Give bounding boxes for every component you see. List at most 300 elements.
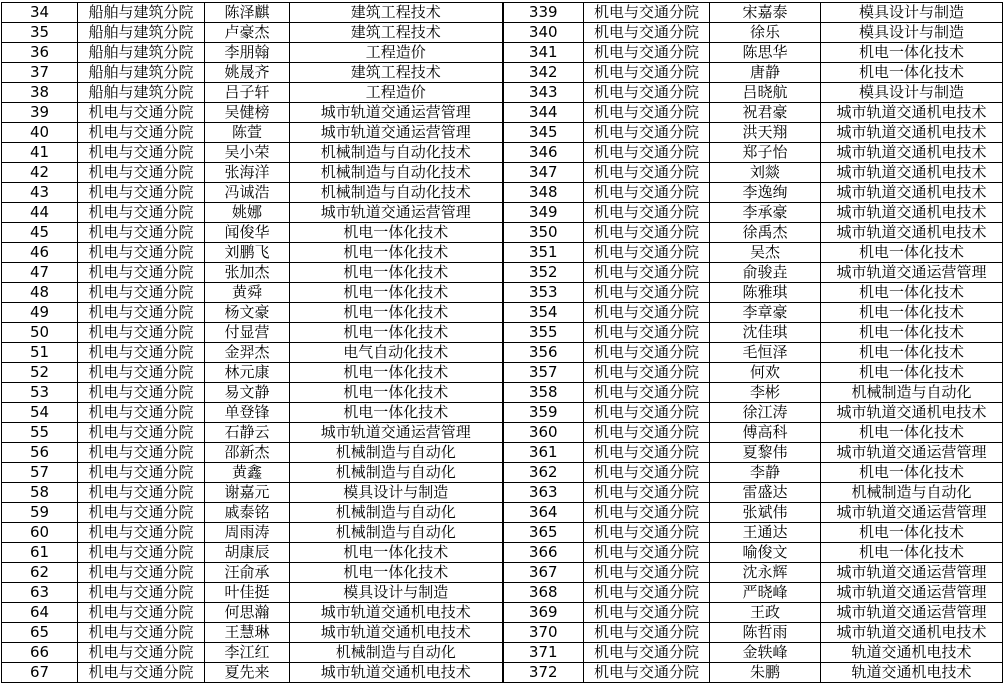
right-student-name-cell: 吕晓航 bbox=[710, 83, 821, 103]
right-major-cell: 机械制造与自动化 bbox=[821, 383, 1003, 403]
right-department-cell: 机电与交通分院 bbox=[584, 523, 710, 543]
left-index-cell: 38 bbox=[2, 83, 78, 103]
left-index-cell: 52 bbox=[2, 363, 78, 383]
right-department-cell: 机电与交通分院 bbox=[584, 423, 710, 443]
left-student-name-cell: 黄鑫 bbox=[205, 463, 290, 483]
left-major-cell: 机械制造与自动化 bbox=[290, 643, 503, 663]
right-index-cell: 364 bbox=[503, 503, 584, 523]
left-index-cell: 36 bbox=[2, 43, 78, 63]
left-major-cell: 城市轨道交通运营管理 bbox=[290, 123, 503, 143]
right-index-cell: 348 bbox=[503, 183, 584, 203]
left-index-cell: 54 bbox=[2, 403, 78, 423]
right-index-cell: 362 bbox=[503, 463, 584, 483]
left-department-cell: 机电与交通分院 bbox=[78, 103, 205, 123]
left-student-name-cell: 姚娜 bbox=[205, 203, 290, 223]
right-department-cell: 机电与交通分院 bbox=[584, 483, 710, 503]
table-row bbox=[2, 503, 1003, 523]
left-index-cell: 56 bbox=[2, 443, 78, 463]
right-index-cell: 351 bbox=[503, 243, 584, 263]
right-index-cell: 370 bbox=[503, 623, 584, 643]
right-department-cell: 机电与交通分院 bbox=[584, 83, 710, 103]
right-student-name-cell: 李逸绚 bbox=[710, 183, 821, 203]
left-major-cell: 城市轨道交通运营管理 bbox=[290, 203, 503, 223]
right-index-cell: 346 bbox=[503, 143, 584, 163]
right-student-name-cell: 何欢 bbox=[710, 363, 821, 383]
table-row bbox=[2, 663, 1003, 683]
left-major-cell: 机电一体化技术 bbox=[290, 283, 503, 303]
table-row bbox=[2, 203, 1003, 223]
right-index-cell: 368 bbox=[503, 583, 584, 603]
left-student-name-cell: 吴健榜 bbox=[205, 103, 290, 123]
right-index-cell: 355 bbox=[503, 323, 584, 343]
left-department-cell: 机电与交通分院 bbox=[78, 303, 205, 323]
table-row bbox=[2, 403, 1003, 423]
right-index-cell: 367 bbox=[503, 563, 584, 583]
left-student-name-cell: 林元康 bbox=[205, 363, 290, 383]
right-student-name-cell: 宋嘉泰 bbox=[710, 3, 821, 23]
right-major-cell: 城市轨道交通机电技术 bbox=[821, 143, 1003, 163]
right-student-name-cell: 祝君豪 bbox=[710, 103, 821, 123]
right-student-name-cell: 沈佳琪 bbox=[710, 323, 821, 343]
left-major-cell: 电气自动化技术 bbox=[290, 343, 503, 363]
right-department-cell: 机电与交通分院 bbox=[584, 103, 710, 123]
right-major-cell: 城市轨道交通机电技术 bbox=[821, 183, 1003, 203]
left-department-cell: 机电与交通分院 bbox=[78, 463, 205, 483]
right-student-name-cell: 傅高科 bbox=[710, 423, 821, 443]
table-row bbox=[2, 463, 1003, 483]
right-department-cell: 机电与交通分院 bbox=[584, 563, 710, 583]
right-student-name-cell: 金轶峰 bbox=[710, 643, 821, 663]
table-row bbox=[2, 363, 1003, 383]
table-row bbox=[2, 323, 1003, 343]
left-major-cell: 机械制造与自动化 bbox=[290, 523, 503, 543]
left-major-cell: 建筑工程技术 bbox=[290, 3, 503, 23]
right-major-cell: 机电一体化技术 bbox=[821, 323, 1003, 343]
left-student-name-cell: 陈泽麒 bbox=[205, 3, 290, 23]
right-student-name-cell: 徐乐 bbox=[710, 23, 821, 43]
left-index-cell: 39 bbox=[2, 103, 78, 123]
right-index-cell: 341 bbox=[503, 43, 584, 63]
right-major-cell: 轨道交通机电技术 bbox=[821, 663, 1003, 683]
left-department-cell: 机电与交通分院 bbox=[78, 603, 205, 623]
right-major-cell: 城市轨道交通运营管理 bbox=[821, 443, 1003, 463]
left-department-cell: 机电与交通分院 bbox=[78, 543, 205, 563]
right-major-cell: 模具设计与制造 bbox=[821, 83, 1003, 103]
left-department-cell: 机电与交通分院 bbox=[78, 363, 205, 383]
table-row bbox=[2, 583, 1003, 603]
table-row bbox=[2, 163, 1003, 183]
left-index-cell: 55 bbox=[2, 423, 78, 443]
left-major-cell: 机电一体化技术 bbox=[290, 543, 503, 563]
right-department-cell: 机电与交通分院 bbox=[584, 543, 710, 563]
right-major-cell: 城市轨道交通机电技术 bbox=[821, 623, 1003, 643]
left-department-cell: 机电与交通分院 bbox=[78, 583, 205, 603]
left-index-cell: 65 bbox=[2, 623, 78, 643]
table-row bbox=[2, 183, 1003, 203]
right-major-cell: 机电一体化技术 bbox=[821, 463, 1003, 483]
table-row bbox=[2, 303, 1003, 323]
right-student-name-cell: 陈雅琪 bbox=[710, 283, 821, 303]
right-department-cell: 机电与交通分院 bbox=[584, 183, 710, 203]
right-student-name-cell: 李静 bbox=[710, 463, 821, 483]
table-row bbox=[2, 123, 1003, 143]
left-department-cell: 机电与交通分院 bbox=[78, 263, 205, 283]
right-student-name-cell: 郑子怡 bbox=[710, 143, 821, 163]
left-major-cell: 机电一体化技术 bbox=[290, 263, 503, 283]
left-department-cell: 机电与交通分院 bbox=[78, 163, 205, 183]
left-student-name-cell: 张加杰 bbox=[205, 263, 290, 283]
left-index-cell: 34 bbox=[2, 3, 78, 23]
right-major-cell: 机电一体化技术 bbox=[821, 423, 1003, 443]
left-index-cell: 47 bbox=[2, 263, 78, 283]
table-row bbox=[2, 283, 1003, 303]
right-department-cell: 机电与交通分院 bbox=[584, 263, 710, 283]
left-major-cell: 机电一体化技术 bbox=[290, 323, 503, 343]
left-index-cell: 57 bbox=[2, 463, 78, 483]
right-major-cell: 城市轨道交通运营管理 bbox=[821, 563, 1003, 583]
right-index-cell: 354 bbox=[503, 303, 584, 323]
left-department-cell: 机电与交通分院 bbox=[78, 203, 205, 223]
right-major-cell: 机电一体化技术 bbox=[821, 243, 1003, 263]
right-index-cell: 359 bbox=[503, 403, 584, 423]
table-row bbox=[2, 143, 1003, 163]
left-index-cell: 51 bbox=[2, 343, 78, 363]
table-row bbox=[2, 563, 1003, 583]
right-department-cell: 机电与交通分院 bbox=[584, 163, 710, 183]
left-student-name-cell: 何思瀚 bbox=[205, 603, 290, 623]
left-major-cell: 机电一体化技术 bbox=[290, 303, 503, 323]
right-index-cell: 358 bbox=[503, 383, 584, 403]
left-major-cell: 城市轨道交通运营管理 bbox=[290, 103, 503, 123]
left-department-cell: 船舶与建筑分院 bbox=[78, 83, 205, 103]
table-row bbox=[2, 423, 1003, 443]
left-department-cell: 船舶与建筑分院 bbox=[78, 23, 205, 43]
right-student-name-cell: 雷盛达 bbox=[710, 483, 821, 503]
right-major-cell: 机电一体化技术 bbox=[821, 283, 1003, 303]
left-major-cell: 建筑工程技术 bbox=[290, 63, 503, 83]
left-major-cell: 机电一体化技术 bbox=[290, 563, 503, 583]
left-student-name-cell: 单登锋 bbox=[205, 403, 290, 423]
left-department-cell: 机电与交通分院 bbox=[78, 223, 205, 243]
right-index-cell: 352 bbox=[503, 263, 584, 283]
left-department-cell: 机电与交通分院 bbox=[78, 623, 205, 643]
left-index-cell: 35 bbox=[2, 23, 78, 43]
table-row bbox=[2, 523, 1003, 543]
right-student-name-cell: 张斌伟 bbox=[710, 503, 821, 523]
left-department-cell: 机电与交通分院 bbox=[78, 443, 205, 463]
left-major-cell: 城市轨道交通机电技术 bbox=[290, 603, 503, 623]
left-index-cell: 44 bbox=[2, 203, 78, 223]
left-student-name-cell: 石静云 bbox=[205, 423, 290, 443]
left-major-cell: 机电一体化技术 bbox=[290, 243, 503, 263]
left-department-cell: 机电与交通分院 bbox=[78, 123, 205, 143]
right-major-cell: 机电一体化技术 bbox=[821, 303, 1003, 323]
left-index-cell: 64 bbox=[2, 603, 78, 623]
left-major-cell: 机械制造与自动化技术 bbox=[290, 143, 503, 163]
right-major-cell: 城市轨道交通运营管理 bbox=[821, 603, 1003, 623]
left-student-name-cell: 黄舜 bbox=[205, 283, 290, 303]
left-student-name-cell: 陈萱 bbox=[205, 123, 290, 143]
left-major-cell: 模具设计与制造 bbox=[290, 583, 503, 603]
left-index-cell: 63 bbox=[2, 583, 78, 603]
right-department-cell: 机电与交通分院 bbox=[584, 43, 710, 63]
right-department-cell: 机电与交通分院 bbox=[584, 403, 710, 423]
right-department-cell: 机电与交通分院 bbox=[584, 303, 710, 323]
right-department-cell: 机电与交通分院 bbox=[584, 343, 710, 363]
left-department-cell: 机电与交通分院 bbox=[78, 503, 205, 523]
left-department-cell: 机电与交通分院 bbox=[78, 143, 205, 163]
right-student-name-cell: 王通达 bbox=[710, 523, 821, 543]
left-student-name-cell: 闻俊华 bbox=[205, 223, 290, 243]
left-department-cell: 机电与交通分院 bbox=[78, 283, 205, 303]
right-student-name-cell: 严晓峰 bbox=[710, 583, 821, 603]
right-student-name-cell: 徐禹杰 bbox=[710, 223, 821, 243]
right-student-name-cell: 俞骏垚 bbox=[710, 263, 821, 283]
left-department-cell: 机电与交通分院 bbox=[78, 643, 205, 663]
left-index-cell: 60 bbox=[2, 523, 78, 543]
right-index-cell: 363 bbox=[503, 483, 584, 503]
right-major-cell: 城市轨道交通机电技术 bbox=[821, 403, 1003, 423]
right-department-cell: 机电与交通分院 bbox=[584, 643, 710, 663]
right-department-cell: 机电与交通分院 bbox=[584, 63, 710, 83]
left-department-cell: 机电与交通分院 bbox=[78, 483, 205, 503]
left-index-cell: 37 bbox=[2, 63, 78, 83]
right-student-name-cell: 李彬 bbox=[710, 383, 821, 403]
left-major-cell: 机械制造与自动化技术 bbox=[290, 163, 503, 183]
table-row bbox=[2, 103, 1003, 123]
right-student-name-cell: 王政 bbox=[710, 603, 821, 623]
left-major-cell: 机电一体化技术 bbox=[290, 383, 503, 403]
right-major-cell: 城市轨道交通机电技术 bbox=[821, 103, 1003, 123]
left-index-cell: 66 bbox=[2, 643, 78, 663]
right-department-cell: 机电与交通分院 bbox=[584, 463, 710, 483]
right-department-cell: 机电与交通分院 bbox=[584, 663, 710, 683]
left-index-cell: 59 bbox=[2, 503, 78, 523]
right-student-name-cell: 吴杰 bbox=[710, 243, 821, 263]
left-major-cell: 城市轨道交通机电技术 bbox=[290, 663, 503, 683]
right-department-cell: 机电与交通分院 bbox=[584, 143, 710, 163]
left-major-cell: 城市轨道交通运营管理 bbox=[290, 423, 503, 443]
right-major-cell: 城市轨道交通机电技术 bbox=[821, 203, 1003, 223]
left-department-cell: 机电与交通分院 bbox=[78, 183, 205, 203]
right-student-name-cell: 徐江涛 bbox=[710, 403, 821, 423]
left-department-cell: 船舶与建筑分院 bbox=[78, 43, 205, 63]
left-student-name-cell: 李江红 bbox=[205, 643, 290, 663]
right-department-cell: 机电与交通分院 bbox=[584, 383, 710, 403]
table-row bbox=[2, 643, 1003, 663]
left-student-name-cell: 张海洋 bbox=[205, 163, 290, 183]
right-department-cell: 机电与交通分院 bbox=[584, 583, 710, 603]
table-row bbox=[2, 263, 1003, 283]
right-index-cell: 347 bbox=[503, 163, 584, 183]
right-student-name-cell: 李承豪 bbox=[710, 203, 821, 223]
left-department-cell: 机电与交通分院 bbox=[78, 563, 205, 583]
right-major-cell: 机电一体化技术 bbox=[821, 43, 1003, 63]
right-department-cell: 机电与交通分院 bbox=[584, 243, 710, 263]
left-student-name-cell: 邵新杰 bbox=[205, 443, 290, 463]
left-student-name-cell: 谢嘉元 bbox=[205, 483, 290, 503]
right-department-cell: 机电与交通分院 bbox=[584, 623, 710, 643]
left-index-cell: 43 bbox=[2, 183, 78, 203]
right-major-cell: 城市轨道交通运营管理 bbox=[821, 263, 1003, 283]
right-major-cell: 机电一体化技术 bbox=[821, 543, 1003, 563]
left-major-cell: 机械制造与自动化技术 bbox=[290, 183, 503, 203]
table-row bbox=[2, 3, 1003, 23]
right-index-cell: 344 bbox=[503, 103, 584, 123]
right-department-cell: 机电与交通分院 bbox=[584, 123, 710, 143]
left-student-name-cell: 李朋翰 bbox=[205, 43, 290, 63]
right-major-cell: 模具设计与制造 bbox=[821, 3, 1003, 23]
right-index-cell: 353 bbox=[503, 283, 584, 303]
right-student-name-cell: 唐静 bbox=[710, 63, 821, 83]
table-row bbox=[2, 23, 1003, 43]
left-index-cell: 40 bbox=[2, 123, 78, 143]
left-index-cell: 61 bbox=[2, 543, 78, 563]
right-major-cell: 轨道交通机电技术 bbox=[821, 643, 1003, 663]
right-student-name-cell: 夏黎伟 bbox=[710, 443, 821, 463]
right-index-cell: 369 bbox=[503, 603, 584, 623]
right-student-name-cell: 李章豪 bbox=[710, 303, 821, 323]
left-index-cell: 48 bbox=[2, 283, 78, 303]
right-index-cell: 360 bbox=[503, 423, 584, 443]
right-student-name-cell: 刘燚 bbox=[710, 163, 821, 183]
left-student-name-cell: 吕子轩 bbox=[205, 83, 290, 103]
right-student-name-cell: 喻俊文 bbox=[710, 543, 821, 563]
right-major-cell: 城市轨道交通机电技术 bbox=[821, 163, 1003, 183]
right-department-cell: 机电与交通分院 bbox=[584, 503, 710, 523]
right-index-cell: 349 bbox=[503, 203, 584, 223]
left-student-name-cell: 金羿杰 bbox=[205, 343, 290, 363]
left-major-cell: 机电一体化技术 bbox=[290, 363, 503, 383]
right-index-cell: 365 bbox=[503, 523, 584, 543]
right-department-cell: 机电与交通分院 bbox=[584, 603, 710, 623]
left-major-cell: 工程造价 bbox=[290, 43, 503, 63]
left-student-name-cell: 夏先来 bbox=[205, 663, 290, 683]
right-department-cell: 机电与交通分院 bbox=[584, 223, 710, 243]
right-major-cell: 机电一体化技术 bbox=[821, 63, 1003, 83]
left-student-name-cell: 冯诚浩 bbox=[205, 183, 290, 203]
left-department-cell: 机电与交通分院 bbox=[78, 383, 205, 403]
left-student-name-cell: 汪俞承 bbox=[205, 563, 290, 583]
right-student-name-cell: 沈永辉 bbox=[710, 563, 821, 583]
left-major-cell: 机电一体化技术 bbox=[290, 223, 503, 243]
left-department-cell: 船舶与建筑分院 bbox=[78, 63, 205, 83]
right-student-name-cell: 毛恒泽 bbox=[710, 343, 821, 363]
left-index-cell: 41 bbox=[2, 143, 78, 163]
right-major-cell: 机电一体化技术 bbox=[821, 363, 1003, 383]
left-student-name-cell: 姚晟齐 bbox=[205, 63, 290, 83]
right-index-cell: 339 bbox=[503, 3, 584, 23]
table-row bbox=[2, 543, 1003, 563]
right-index-cell: 366 bbox=[503, 543, 584, 563]
left-department-cell: 机电与交通分院 bbox=[78, 403, 205, 423]
left-major-cell: 机械制造与自动化 bbox=[290, 463, 503, 483]
right-index-cell: 361 bbox=[503, 443, 584, 463]
left-index-cell: 50 bbox=[2, 323, 78, 343]
right-index-cell: 343 bbox=[503, 83, 584, 103]
table-row bbox=[2, 43, 1003, 63]
right-major-cell: 模具设计与制造 bbox=[821, 23, 1003, 43]
right-department-cell: 机电与交通分院 bbox=[584, 323, 710, 343]
right-major-cell: 机电一体化技术 bbox=[821, 343, 1003, 363]
right-major-cell: 城市轨道交通运营管理 bbox=[821, 503, 1003, 523]
left-student-name-cell: 付显营 bbox=[205, 323, 290, 343]
left-department-cell: 机电与交通分院 bbox=[78, 323, 205, 343]
table-row bbox=[2, 383, 1003, 403]
table-row bbox=[2, 343, 1003, 363]
table-row bbox=[2, 223, 1003, 243]
left-major-cell: 机械制造与自动化 bbox=[290, 503, 503, 523]
right-major-cell: 机电一体化技术 bbox=[821, 523, 1003, 543]
left-major-cell: 建筑工程技术 bbox=[290, 23, 503, 43]
left-department-cell: 机电与交通分院 bbox=[78, 663, 205, 683]
table-row bbox=[2, 483, 1003, 503]
table-row bbox=[2, 443, 1003, 463]
left-department-cell: 船舶与建筑分院 bbox=[78, 3, 205, 23]
left-student-name-cell: 杨文豪 bbox=[205, 303, 290, 323]
left-index-cell: 67 bbox=[2, 663, 78, 683]
left-index-cell: 45 bbox=[2, 223, 78, 243]
right-index-cell: 350 bbox=[503, 223, 584, 243]
left-student-name-cell: 易文静 bbox=[205, 383, 290, 403]
right-department-cell: 机电与交通分院 bbox=[584, 203, 710, 223]
left-department-cell: 机电与交通分院 bbox=[78, 243, 205, 263]
right-department-cell: 机电与交通分院 bbox=[584, 363, 710, 383]
right-index-cell: 371 bbox=[503, 643, 584, 663]
right-major-cell: 机械制造与自动化 bbox=[821, 483, 1003, 503]
left-department-cell: 机电与交通分院 bbox=[78, 423, 205, 443]
right-major-cell: 城市轨道交通机电技术 bbox=[821, 123, 1003, 143]
left-student-name-cell: 戚泰铭 bbox=[205, 503, 290, 523]
left-department-cell: 机电与交通分院 bbox=[78, 523, 205, 543]
right-index-cell: 357 bbox=[503, 363, 584, 383]
left-major-cell: 城市轨道交通机电技术 bbox=[290, 623, 503, 643]
left-major-cell: 机械制造与自动化 bbox=[290, 443, 503, 463]
right-student-name-cell: 朱鹏 bbox=[710, 663, 821, 683]
left-index-cell: 49 bbox=[2, 303, 78, 323]
left-department-cell: 机电与交通分院 bbox=[78, 343, 205, 363]
right-major-cell: 城市轨道交通运营管理 bbox=[821, 583, 1003, 603]
table-body bbox=[2, 3, 1003, 683]
right-department-cell: 机电与交通分院 bbox=[584, 23, 710, 43]
right-department-cell: 机电与交通分院 bbox=[584, 3, 710, 23]
right-student-name-cell: 洪天翔 bbox=[710, 123, 821, 143]
left-index-cell: 62 bbox=[2, 563, 78, 583]
student-roster-table bbox=[1, 2, 1003, 683]
right-student-name-cell: 陈哲雨 bbox=[710, 623, 821, 643]
table-row bbox=[2, 83, 1003, 103]
right-index-cell: 356 bbox=[503, 343, 584, 363]
left-student-name-cell: 王慧琳 bbox=[205, 623, 290, 643]
right-index-cell: 342 bbox=[503, 63, 584, 83]
left-index-cell: 53 bbox=[2, 383, 78, 403]
left-major-cell: 模具设计与制造 bbox=[290, 483, 503, 503]
table-row bbox=[2, 623, 1003, 643]
right-department-cell: 机电与交通分院 bbox=[584, 283, 710, 303]
left-student-name-cell: 胡康辰 bbox=[205, 543, 290, 563]
left-student-name-cell: 吴小荣 bbox=[205, 143, 290, 163]
left-index-cell: 46 bbox=[2, 243, 78, 263]
table-row bbox=[2, 63, 1003, 83]
right-index-cell: 340 bbox=[503, 23, 584, 43]
table-row bbox=[2, 243, 1003, 263]
left-student-name-cell: 卢豪杰 bbox=[205, 23, 290, 43]
left-student-name-cell: 刘鹏飞 bbox=[205, 243, 290, 263]
left-index-cell: 58 bbox=[2, 483, 78, 503]
left-student-name-cell: 叶佳挺 bbox=[205, 583, 290, 603]
right-department-cell: 机电与交通分院 bbox=[584, 443, 710, 463]
table-row bbox=[2, 603, 1003, 623]
